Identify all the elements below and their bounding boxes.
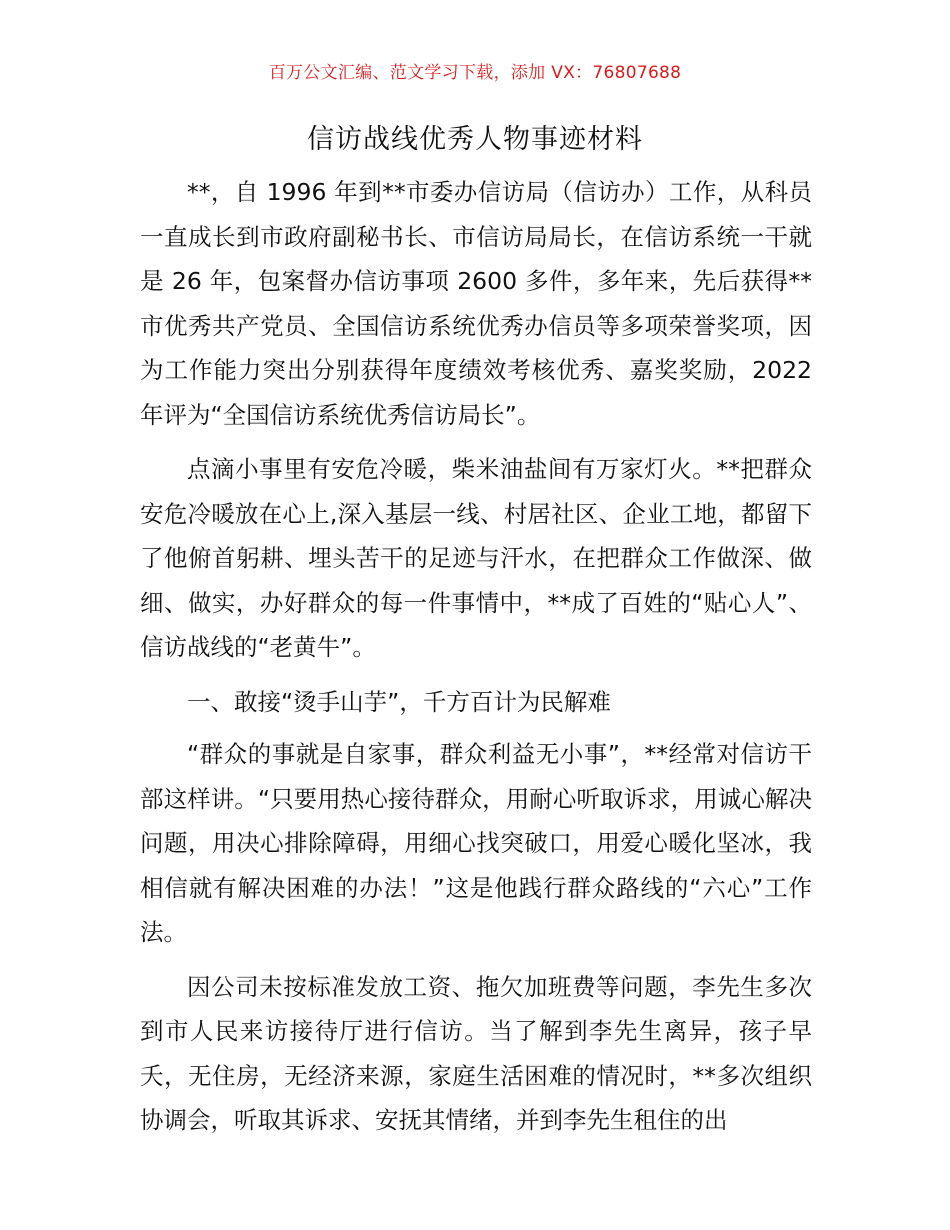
- paragraph-case-li: 因公司未按标准发放工资、拖欠加班费等问题，李先生多次到市人民来访接待厅进行信访。当了解到李先生离异，孩子早夭，无住房，无经济来源，家庭生活困难的情况时，**多次组织协调会，听取其诉求、安抚其情绪，并到李先生租住的出: [140, 972, 812, 1134]
- document-body: [140, 170, 812, 1153]
- paragraph-six-hearts: “群众的事就是自家事，群众利益无小事”，**经常对信访干部这样讲。“只要用热心接待群众，用耐心听取诉求，用诚心解决问题，用决心排除障碍，用细心找突破口，用爱心暖化坚冰，我相信就有解决困难的办法！”这是他践行群众路线的“六心”工作法。: [140, 740, 812, 946]
- paragraph-summary: 点滴小事里有安危冷暖，柴米油盐间有万家灯火。**把群众安危冷暖放在心上,深入基层一线、村居社区、企业工地，都留下了他俯首躬耕、埋头苦干的足迹与汗水，在把群众工作做深、做细、做实，办好群众的每一件事情中，**成了百姓的“贴心人”、信访战线的“老黄牛”。: [140, 455, 812, 661]
- section-heading-1: 一、敢接“烫手山芋”，千方百计为民解难: [187, 687, 611, 716]
- header-banner: 百万公文汇编、范文学习下载，添加 VX：76807688: [268, 63, 682, 83]
- paragraph-intro: **，自 1996 年到**市委办信访局（信访办）工作，从科员一直成长到市政府副秘书长、市信访局局长，在信访系统一干就是 26 年，包案督办信访事项 2600 多件，多年来，先后获得**市优秀共产党员、全国信访系统优秀办信员等多项荣誉奖项，因为工作能力突出分别获得年度绩效考核优秀、嘉奖奖励，2022 年评为“全国信访系统优秀信访局长”。: [140, 178, 812, 429]
- document-title: 信访战线优秀人物事迹材料: [307, 124, 643, 155]
